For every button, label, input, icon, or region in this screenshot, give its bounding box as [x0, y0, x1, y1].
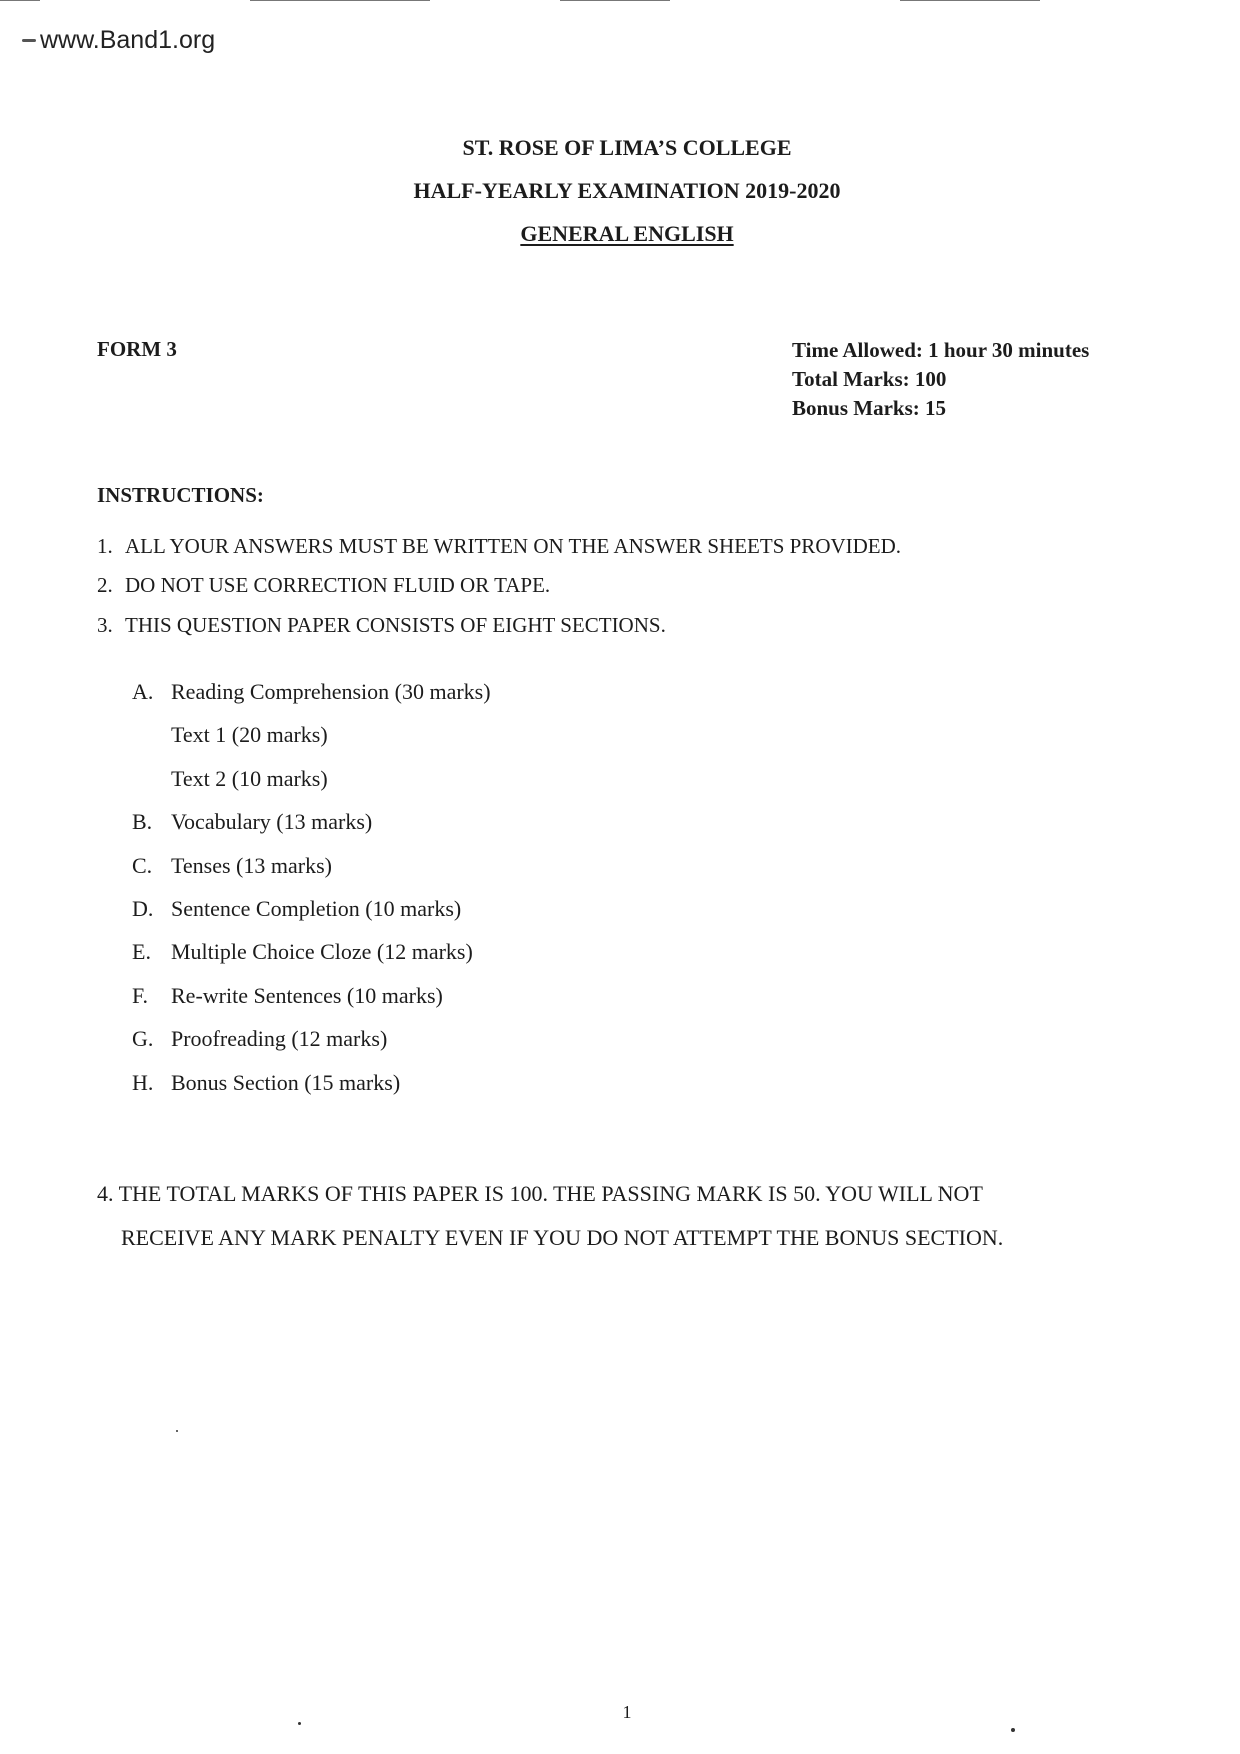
dash-mark	[22, 39, 36, 42]
section-item	[132, 1024, 491, 1067]
bonus-marks: Bonus Marks: 15	[792, 396, 947, 420]
section-text: Sentence Completion (10 marks)	[171, 895, 462, 921]
instruction-text: ALL YOUR ANSWERS MUST BE WRITTEN ON THE ANSWER SHEETS PROVIDED.	[125, 534, 902, 558]
section-text: Text 1 (20 marks)	[171, 722, 328, 748]
section-text: Bonus Section (15 marks)	[171, 1069, 401, 1095]
scan-speck	[176, 1430, 178, 1432]
section-text: Reading Comprehension (30 marks)	[171, 679, 491, 704]
section-text: Proofreading (12 marks)	[171, 1026, 388, 1052]
watermark	[22, 26, 215, 55]
section-text: Re-write Sentences (10 marks)	[171, 982, 443, 1008]
section-item	[132, 981, 491, 1024]
total-marks: Total Marks: 100	[792, 367, 947, 391]
scan-edge-line	[0, 0, 40, 1]
section-text: Tenses (13 marks)	[171, 852, 332, 878]
scan-edge-line	[560, 0, 670, 1]
section-letter: F.	[132, 982, 148, 1008]
school-name: ST. ROSE OF LIMA’S COLLEGE	[462, 135, 792, 160]
instruction-number: 3.	[97, 613, 113, 637]
watermark-text: www.Band1.org	[40, 26, 216, 54]
subject-title: GENERAL ENGLISH	[520, 221, 734, 246]
exam-title: HALF-YEARLY EXAMINATION 2019-2020	[413, 178, 841, 203]
section-letter: C.	[132, 852, 153, 878]
exam-meta	[792, 336, 1089, 423]
section-text: Vocabulary (13 marks)	[171, 809, 373, 835]
section-text: Multiple Choice Cloze (12 marks)	[171, 939, 473, 965]
instruction-4-line-2: RECEIVE ANY MARK PENALTY EVEN IF YOU DO NOT ATTEMPT THE BONUS SECTION.	[121, 1225, 1004, 1250]
scan-speck	[298, 1722, 301, 1725]
section-text: Text 2 (10 marks)	[171, 765, 328, 791]
form-label: FORM 3	[97, 337, 177, 361]
section-subitem	[132, 720, 491, 763]
scan-edge-line	[900, 0, 1040, 1]
time-allowed: Time Allowed: 1 hour 30 minutes	[792, 338, 1090, 362]
section-item	[132, 1068, 491, 1111]
instruction-item-4	[97, 1172, 1003, 1260]
section-letter: B.	[132, 809, 153, 835]
section-letter: G.	[132, 1026, 154, 1052]
section-letter: E.	[132, 939, 151, 965]
section-letter: H.	[132, 1069, 154, 1095]
scan-edge-line	[250, 0, 430, 1]
instruction-4-line-1: 4. THE TOTAL MARKS OF THIS PAPER IS 100. THE PASSING MARK IS 50. YOU WILL NOT	[97, 1181, 983, 1206]
section-item	[132, 677, 491, 720]
section-item	[132, 937, 491, 980]
instruction-number: 1.	[97, 534, 113, 558]
page-number: 1	[622, 1702, 632, 1722]
instruction-item	[97, 573, 550, 598]
section-list	[132, 677, 491, 1111]
instruction-text: DO NOT USE CORRECTION FLUID OR TAPE.	[125, 573, 551, 597]
section-item	[132, 851, 491, 894]
instruction-item	[97, 534, 901, 559]
section-subitem	[132, 764, 491, 807]
scan-speck	[1011, 1728, 1015, 1732]
section-item	[132, 807, 491, 850]
instruction-number: 2.	[97, 573, 113, 597]
instruction-item	[97, 613, 666, 638]
instructions-heading: INSTRUCTIONS:	[97, 483, 264, 507]
instruction-text: THIS QUESTION PAPER CONSISTS OF EIGHT SECTIONS.	[125, 613, 666, 637]
section-letter: A.	[132, 679, 154, 704]
section-letter: D.	[132, 895, 154, 921]
section-item	[132, 894, 491, 937]
